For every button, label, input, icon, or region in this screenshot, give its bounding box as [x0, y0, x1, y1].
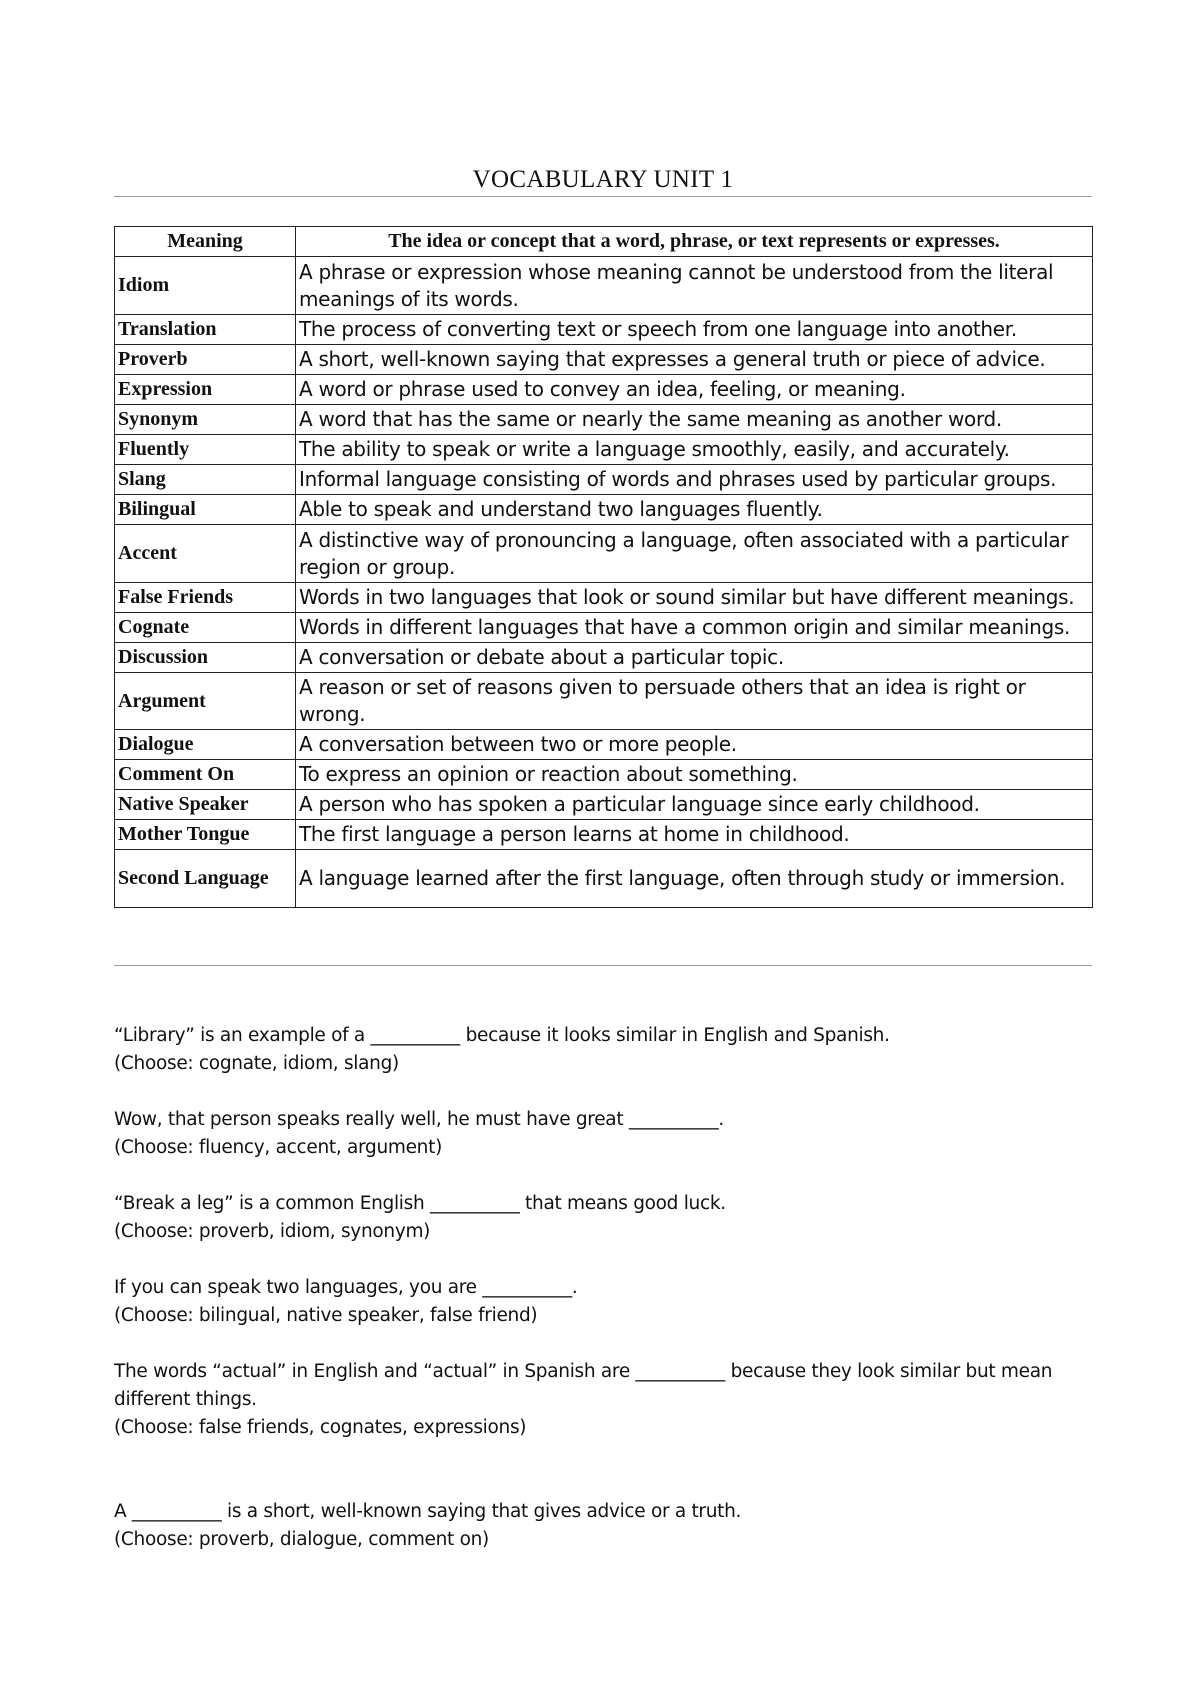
table-row: [115, 730, 1093, 760]
exercise-choices: (Choose: bilingual, native speaker, false friend): [114, 1305, 538, 1326]
definition-cell: A language learned after the first language, often through study or immersion.: [296, 850, 1093, 908]
term-cell: Expression: [115, 375, 296, 405]
term-cell: Translation: [115, 315, 296, 345]
table-row: [115, 820, 1093, 850]
table-row: [115, 760, 1093, 790]
definition-cell: To express an opinion or reaction about something.: [296, 760, 1093, 790]
exercise-item: [114, 1190, 1104, 1246]
definition-cell: A short, well-known saying that expresses a general truth or piece of advice.: [296, 345, 1093, 375]
exercise-choices: (Choose: fluency, accent, argument): [114, 1137, 442, 1158]
table-row: [115, 375, 1093, 405]
table-row: [115, 435, 1093, 465]
exercise-item: [114, 1358, 1104, 1442]
table-row: [115, 465, 1093, 495]
exercise-choices: (Choose: proverb, dialogue, comment on): [114, 1529, 489, 1550]
header-definition: The idea or concept that a word, phrase, or text represents or expresses.: [296, 227, 1093, 257]
table-row: [115, 345, 1093, 375]
table-row: [115, 850, 1093, 908]
definition-cell: Words in two languages that look or sound similar but have different meanings.: [296, 583, 1093, 613]
table-row: [115, 315, 1093, 345]
definition-cell: A distinctive way of pronouncing a language, often associated with a particular region or group.: [296, 525, 1093, 583]
definition-cell: A reason or set of reasons given to persuade others that an idea is right or wrong.: [296, 673, 1093, 730]
term-cell: Proverb: [115, 345, 296, 375]
exercise-sentence: A __________ is a short, well-known saying that gives advice or a truth.: [114, 1501, 742, 1522]
definition-cell: A person who has spoken a particular language since early childhood.: [296, 790, 1093, 820]
term-cell: Cognate: [115, 613, 296, 643]
term-cell: False Friends: [115, 583, 296, 613]
top-divider: [114, 196, 1092, 197]
definition-cell: A conversation between two or more people.: [296, 730, 1093, 760]
exercise-sentence: “Library” is an example of a __________ because it looks similar in English and Spanish.: [114, 1025, 890, 1046]
exercise-sentence: If you can speak two languages, you are __________.: [114, 1277, 578, 1298]
term-cell: Second Language: [115, 850, 296, 908]
exercise-item: [114, 1498, 1104, 1554]
exercise-item: [114, 1106, 1104, 1162]
definition-cell: A word or phrase used to convey an idea, feeling, or meaning.: [296, 375, 1093, 405]
definition-cell: Able to speak and understand two languages fluently.: [296, 495, 1093, 525]
table-row: [115, 495, 1093, 525]
term-cell: Argument: [115, 673, 296, 730]
term-cell: Accent: [115, 525, 296, 583]
page-title: VOCABULARY UNIT 1: [472, 166, 734, 193]
bottom-divider: [114, 965, 1092, 966]
definition-cell: A phrase or expression whose meaning cannot be understood from the literal meanings of its words.: [296, 257, 1093, 315]
table-row: [115, 613, 1093, 643]
definition-cell: A conversation or debate about a particular topic.: [296, 643, 1093, 673]
header-term: Meaning: [115, 227, 296, 257]
term-cell: Native Speaker: [115, 790, 296, 820]
table-row: [115, 525, 1093, 583]
term-cell: Comment On: [115, 760, 296, 790]
term-cell: Mother Tongue: [115, 820, 296, 850]
table-row: [115, 643, 1093, 673]
definition-cell: The ability to speak or write a language smoothly, easily, and accurately.: [296, 435, 1093, 465]
term-cell: Dialogue: [115, 730, 296, 760]
definition-cell: Words in different languages that have a common origin and similar meanings.: [296, 613, 1093, 643]
definition-cell: A word that has the same or nearly the same meaning as another word.: [296, 405, 1093, 435]
term-cell: Synonym: [115, 405, 296, 435]
table-row: [115, 405, 1093, 435]
table-row: [115, 257, 1093, 315]
exercise-list: [114, 1022, 1104, 1582]
term-cell: Idiom: [115, 257, 296, 315]
definition-cell: Informal language consisting of words and phrases used by particular groups.: [296, 465, 1093, 495]
definition-cell: The first language a person learns at home in childhood.: [296, 820, 1093, 850]
exercise-choices: (Choose: cognate, idiom, slang): [114, 1053, 399, 1074]
term-cell: Fluently: [115, 435, 296, 465]
exercise-sentence: “Break a leg” is a common English __________ that means good luck.: [114, 1193, 726, 1214]
exercise-item: [114, 1274, 1104, 1330]
exercise-item: [114, 1022, 1104, 1078]
table-row: [115, 790, 1093, 820]
term-cell: Discussion: [115, 643, 296, 673]
exercise-sentence: The words “actual” in English and “actual” in Spanish are __________ because they look similar but mean different things.: [114, 1361, 1053, 1410]
vocabulary-table: [114, 226, 1093, 908]
term-cell: Bilingual: [115, 495, 296, 525]
table-header-row: [115, 227, 1093, 257]
definition-cell: The process of converting text or speech from one language into another.: [296, 315, 1093, 345]
term-cell: Slang: [115, 465, 296, 495]
table-row: [115, 673, 1093, 730]
exercise-choices: (Choose: proverb, idiom, synonym): [114, 1221, 431, 1242]
exercise-sentence: Wow, that person speaks really well, he must have great __________.: [114, 1109, 724, 1130]
exercise-choices: (Choose: false friends, cognates, expressions): [114, 1417, 527, 1438]
table-row: [115, 583, 1093, 613]
